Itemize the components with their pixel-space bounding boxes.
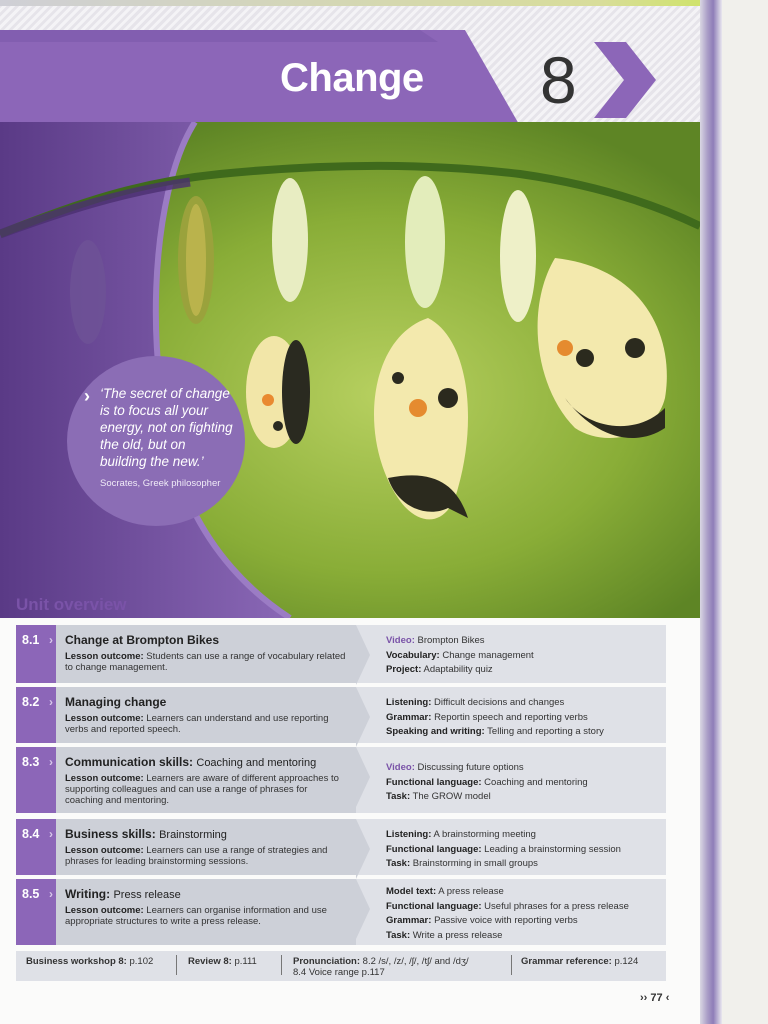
unit-title: Change bbox=[280, 56, 424, 100]
lesson-title: Managing change bbox=[65, 695, 167, 709]
lesson-row bbox=[16, 747, 666, 813]
lesson-details: Video: Brompton Bikes Vocabulary: Change management Project: Adaptability quiz bbox=[356, 625, 666, 683]
lesson-row bbox=[16, 625, 666, 683]
chevron-right-icon: › bbox=[84, 386, 90, 406]
lesson-row bbox=[16, 687, 666, 743]
review-ref: Review 8: p.111 bbox=[188, 956, 257, 967]
unit-overview-heading: Unit overview bbox=[16, 595, 127, 614]
unit-references-bar bbox=[16, 951, 666, 981]
quote-text: ‘The secret of change is to focus all your energy, not on fighting the old, but on building the new.’ bbox=[100, 386, 233, 469]
lesson-details: Model text: A press release Functional language: Useful phrases for a press release Grammar: Passive voice with reporting verbs Task: Write a press release bbox=[356, 879, 666, 945]
lesson-outcome: Lesson outcome: Learners can organise information and use appropriate structures to write a press release. bbox=[65, 905, 327, 927]
lesson-number: 8.3 › bbox=[16, 747, 56, 813]
lesson-row bbox=[16, 819, 666, 875]
lesson-details: Listening: Difficult decisions and changes Grammar: Reportin speech and reporting verbs Speaking and writing: Telling and reporting a story bbox=[356, 687, 666, 743]
lesson-title: Change at Brompton Bikes bbox=[65, 633, 220, 647]
lesson-number: 8.5 › bbox=[16, 879, 56, 945]
book-gutter bbox=[722, 0, 768, 1024]
lesson-outcome: Lesson outcome: Learners can understand and use reporting verbs and reported speech. bbox=[65, 713, 329, 735]
business-workshop-ref: Business workshop 8: p.102 bbox=[26, 956, 154, 967]
lesson-number: 8.4 › bbox=[16, 819, 56, 875]
lesson-title: Business skills: Brainstorming bbox=[65, 827, 227, 841]
lesson-outcome: Lesson outcome: Learners are aware of different approaches to supporting colleagues and can use a range of phrases for coaching and mentoring. bbox=[65, 773, 339, 806]
lesson-title: Writing: Press release bbox=[65, 887, 181, 901]
quote-author: Socrates, Greek philosopher bbox=[100, 478, 221, 489]
pronunciation-ref: Pronunciation: 8.2 /s/, /z/, /ʃ/, /tʃ/ and /dʒ/ 8.4 Voice range p.117 bbox=[293, 956, 469, 978]
lesson-title: Communication skills: Coaching and mentoring bbox=[65, 755, 317, 769]
grammar-reference-ref: Grammar reference: p.124 bbox=[521, 956, 639, 967]
page-number: ›› 77 ‹ bbox=[640, 992, 670, 1004]
lesson-outcome: Lesson outcome: Learners can use a range of strategies and phrases for leading brainstorming sessions. bbox=[65, 845, 328, 867]
lesson-details: Video: Discussing future options Functional language: Coaching and mentoring Task: The GROW model bbox=[356, 747, 666, 813]
top-edge bbox=[0, 0, 706, 6]
unit-number: 8 bbox=[540, 43, 577, 117]
book-page-edge bbox=[700, 0, 722, 1024]
chevron-right-icon bbox=[590, 40, 660, 120]
lesson-row bbox=[16, 879, 666, 945]
lesson-outcome: Lesson outcome: Students can use a range of vocabulary related to change management. bbox=[65, 651, 346, 673]
lesson-details: Listening: A brainstorming meeting Functional language: Leading a brainstorming session Task: Brainstorming in small groups bbox=[356, 819, 666, 875]
lesson-number: 8.2 › bbox=[16, 687, 56, 743]
lesson-number: 8.1 › bbox=[16, 625, 56, 683]
